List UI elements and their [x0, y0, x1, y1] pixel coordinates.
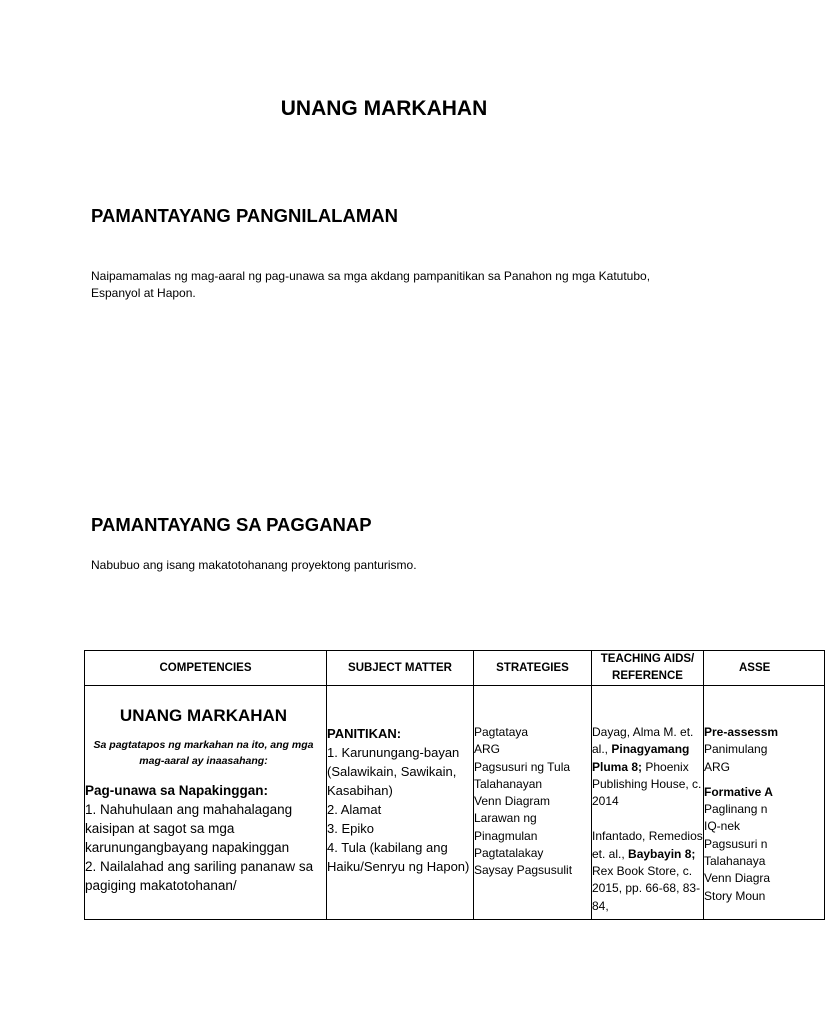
reference-author: Infantado, Remedios et. al.,: [592, 829, 703, 861]
strategy-item: ARG: [474, 742, 501, 757]
header-teaching-aids: TEACHING AIDS/ REFERENCE: [592, 651, 704, 686]
page-title: UNANG MARKAHAN: [280, 97, 488, 120]
performance-standard-heading: PAMANTAYANG SA PAGGANAP: [91, 514, 372, 535]
content-standard-text: Naipamamalas ng mag-aaral ng pag-unawa sa mga akdang pampanitikan sa Panahon ng mga Katutubo, Espanyol at Hapon.: [91, 269, 651, 300]
reference-publisher: Phoenix Publishing House, c. 2014: [592, 759, 702, 809]
header-competencies: COMPETENCIES: [85, 651, 327, 686]
assessment-item: Pagsusuri n: [704, 836, 768, 851]
table-header-row: [85, 651, 825, 686]
performance-standard-text: Nabubuo ang isang makatotohanang proyektong panturismo.: [91, 558, 417, 572]
formative-assessment-heading: Formative A: [704, 784, 773, 799]
strategies-cell: [474, 686, 592, 920]
strategy-item: Pagtatalakay: [474, 846, 544, 861]
competencies-cell: [85, 686, 327, 920]
header-subject-matter: SUBJECT MATTER: [327, 651, 474, 686]
competency-item: 1. Nahuhulaan ang mahahalagang kaisipan at sagot sa mga karunungangbayang napakinggan: [85, 802, 293, 855]
content-standard-heading: PAMANTAYANG PANGNILALAMAN: [91, 205, 398, 226]
curriculum-table: [84, 650, 825, 920]
reference-cell: [592, 686, 704, 920]
assessment-item: Venn Diagra: [704, 871, 771, 886]
competencies-section-heading: Pag-unawa sa Napakinggan:: [85, 783, 269, 798]
subject-matter-item: 3. Epiko: [327, 821, 374, 836]
subject-matter-cell: [327, 686, 474, 920]
strategy-item: Venn Diagram: [474, 794, 551, 809]
assessment-item: Panimulang: [704, 742, 768, 757]
header-assessment: ASSE: [704, 651, 825, 686]
reference-title: Baybayin 8;: [628, 846, 696, 861]
competency-item: 2. Nailalahad ang sariling pananaw sa pagiging makatotohanan/: [85, 859, 314, 893]
competencies-intro: Sa pagtatapos ng markahan na ito, ang mga mag-aaral ay inaasahang:: [93, 739, 314, 767]
assessment-cell: [704, 686, 825, 920]
reference-entry: [592, 828, 703, 914]
header-strategies: STRATEGIES: [474, 651, 592, 686]
subject-matter-item: 2. Alamat: [327, 802, 382, 817]
strategy-item: Saysay Pagsusulit: [474, 863, 573, 878]
reference-entry: [592, 724, 703, 810]
subject-matter-item: 4. Tula (kabilang ang Haiku/Senryu ng Hapon): [327, 840, 470, 874]
assessment-item: IQ-nek: [704, 819, 741, 834]
assessment-item: Story Moun: [704, 888, 766, 903]
assessment-item: Paglinang n: [704, 802, 768, 817]
assessment-item: Talahanaya: [704, 854, 766, 869]
table-row: [85, 686, 825, 920]
reference-author: Dayag, Alma M. et. al.,: [592, 725, 694, 757]
subject-matter-item: 1. Karunungang-bayan (Salawikain, Sawikain, Kasabihan): [327, 745, 460, 798]
pre-assessment-heading: Pre-assessm: [704, 725, 779, 739]
strategy-item: Talahanayan: [474, 776, 543, 791]
strategy-item: Pagtataya: [474, 725, 529, 739]
assessment-item: ARG: [704, 759, 731, 774]
strategy-item: Pinagmulan: [474, 828, 538, 843]
subject-matter-heading: PANITIKAN:: [327, 726, 402, 741]
strategy-item: Larawan ng: [474, 811, 537, 826]
reference-title: Pinagyamang Pluma 8;: [592, 742, 690, 774]
reference-publisher: Rex Book Store, c. 2015, pp. 66-68, 83-84,: [592, 864, 701, 913]
strategy-item: Pagsusuri ng Tula: [474, 759, 571, 774]
competencies-title: UNANG MARKAHAN: [119, 706, 288, 725]
